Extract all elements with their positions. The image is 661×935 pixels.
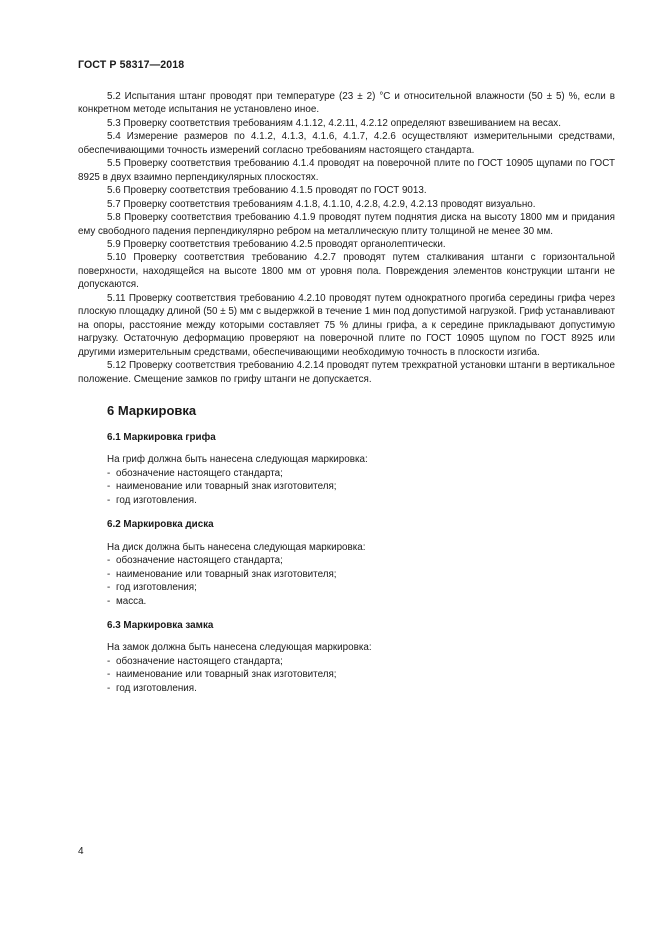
list-item: - наименование или товарный знак изготовителя; bbox=[107, 480, 615, 493]
paragraph-5-11: 5.11 Проверку соответствия требованию 4.2.10 проводят путем однократного прогиба середины грифа через плоскую площадку длиной (50 ± 5) мм с выдержкой в течение 1 мин под допустимой нагрузкой. Гриф устанавливают на опоры, расстояние между которыми составляет 75 % длины грифа, а к середине прикладывают допустимую нагрузку. Остаточную деформацию проверяют на поверочной плите по ГОСТ 10905 щупом по ГОСТ 8925 или другими измерительным средствами, обеспечивающими необходимую точность в плоскости изгиба. bbox=[78, 292, 615, 358]
list-item: - год изготовления. bbox=[107, 682, 615, 695]
section-heading-marking: 6 Маркировка bbox=[107, 402, 197, 418]
subsection-heading: 6.3 Маркировка замка bbox=[107, 619, 214, 631]
subsection-intro: На гриф должна быть нанесена следующая маркировка: bbox=[107, 454, 368, 466]
paragraph-5-9: 5.9 Проверку соответствия требованию 4.2.5 проводят органолептически. bbox=[107, 238, 446, 250]
paragraph-5-6: 5.6 Проверку соответствия требованию 4.1.5 проводят по ГОСТ 9013. bbox=[107, 185, 427, 197]
list-item: - год изготовления. bbox=[107, 494, 615, 507]
subsection-intro: На диск должна быть нанесена следующая маркировка: bbox=[107, 541, 366, 553]
paragraph-5-5: 5.5 Проверку соответствия требованию 4.1.4 проводят на поверочной плите по ГОСТ 10905 щупами по ГОСТ 8925 в двух взаимно перпендикулярных плоскостях. bbox=[78, 158, 615, 183]
paragraph-5-8: 5.8 Проверку соответствия требованию 4.1.9 проводят путем поднятия диска на высоту 1800 мм и придания ему свободного падения перпендикулярно ребром на металлическую плиту толщиной не менее 30 мм. bbox=[78, 212, 615, 237]
paragraph-5-12: 5.12 Проверку соответствия требованию 4.2.14 проводят путем трехкратной установки штанги в вертикальное положение. Смещение замков по грифу штанги не допускается. bbox=[78, 360, 615, 385]
list-item: - масса. bbox=[107, 595, 615, 608]
list-item: - обозначение настоящего стандарта; bbox=[107, 467, 615, 480]
list-item: - обозначение настоящего стандарта; bbox=[107, 554, 615, 567]
paragraph-5-10: 5.10 Проверку соответствия требованию 4.2.7 проводят путем сталкивания штанги с горизонтальной поверхности, находящейся на высоте 1800 мм от уровня пола. Повреждения элементов конструкции штанги не допускаются. bbox=[78, 252, 615, 291]
subsection-heading: 6.2 Маркировка диска bbox=[107, 519, 214, 531]
marking-list bbox=[78, 655, 615, 695]
paragraph-5-3: 5.3 Проверку соответствия требованиям 4.1.12, 4.2.11, 4.2.12 определяют взвешиванием на весах. bbox=[107, 117, 561, 129]
paragraph-5-2: 5.2 Испытания штанг проводят при температуре (23 ± 2) °С и относительной влажности (50 ± 5) %, если в конкретном методе испытания не установлено иное. bbox=[78, 91, 615, 116]
marking-list bbox=[78, 554, 615, 608]
document-header: ГОСТ Р 58317—2018 bbox=[78, 59, 185, 71]
subsection-bar-marking bbox=[78, 431, 615, 507]
list-item: - наименование или товарный знак изготовителя; bbox=[107, 668, 615, 681]
paragraph-5-4: 5.4 Измерение размеров по 4.1.2, 4.1.3, 4.1.6, 4.1.7, 4.2.6 осуществляют измерительными средствами, обеспечивающими точность измерений согласно требованиям настоящего стандарта. bbox=[78, 131, 615, 156]
paragraph-5-7: 5.7 Проверку соответствия требованиям 4.1.8, 4.1.10, 4.2.8, 4.2.9, 4.2.13 проводят визуально. bbox=[107, 198, 536, 210]
page-number: 4 bbox=[78, 846, 84, 857]
subsection-intro: На замок должна быть нанесена следующая маркировка: bbox=[107, 642, 372, 654]
marking-list bbox=[78, 467, 615, 507]
list-item: - год изготовления; bbox=[107, 581, 615, 594]
list-item: - обозначение настоящего стандарта; bbox=[107, 655, 615, 668]
document-body bbox=[78, 90, 615, 695]
subsection-heading: 6.1 Маркировка грифа bbox=[107, 431, 216, 443]
subsection-disc-marking bbox=[78, 518, 615, 608]
list-item: - наименование или товарный знак изготовителя; bbox=[107, 568, 615, 581]
subsection-lock-marking bbox=[78, 619, 615, 695]
